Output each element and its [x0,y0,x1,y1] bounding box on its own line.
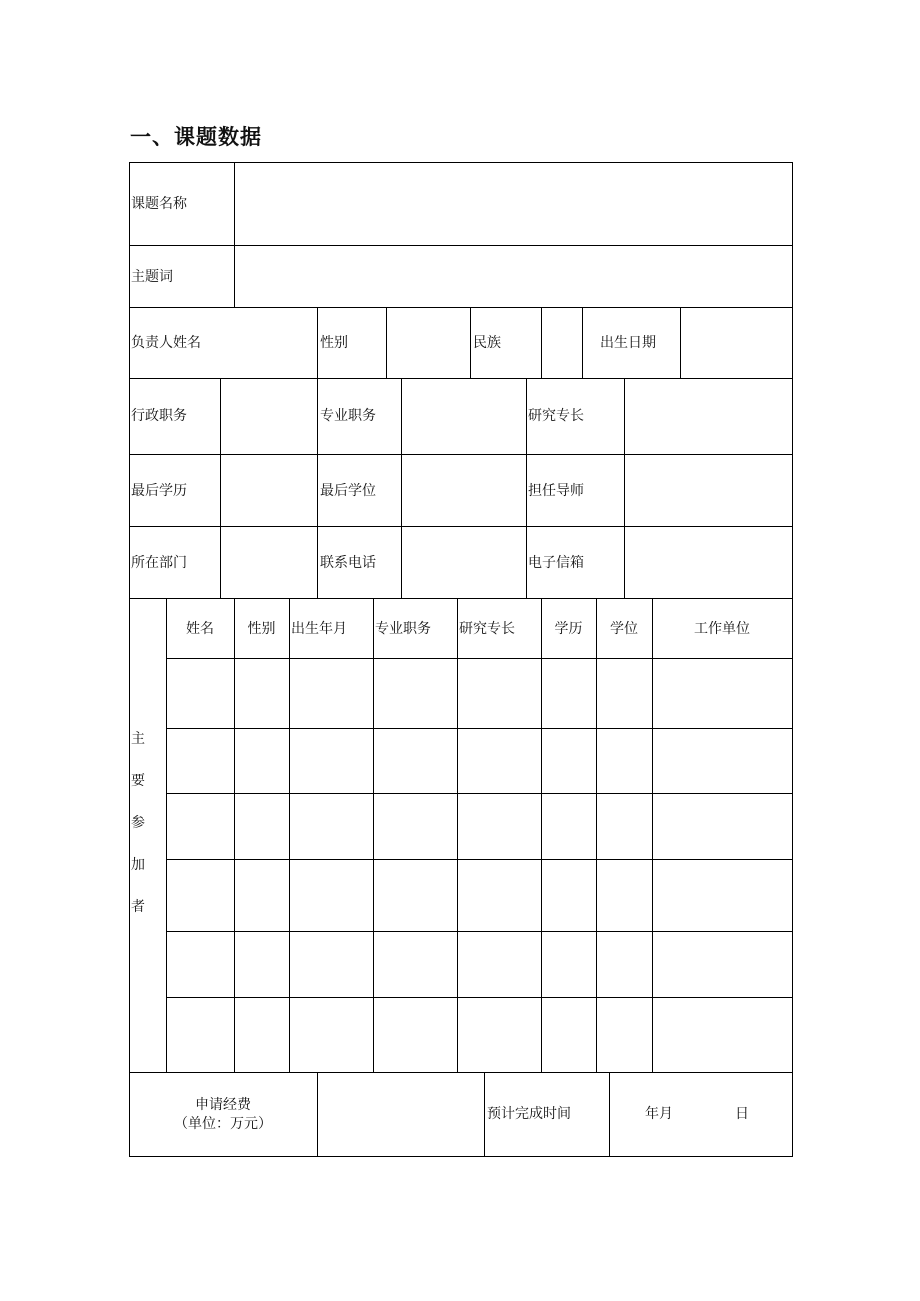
participant-row[interactable] [167,659,792,728]
participant-row[interactable] [167,729,792,793]
label-funding: 申请经费 [195,1097,251,1113]
column-header-professional-title: 专业职务 [375,621,431,637]
professional-title-field[interactable] [402,379,526,454]
gender-field[interactable] [387,308,470,378]
column-header-research-specialty: 研究专长 [459,621,515,637]
label-department: 所在部门 [131,555,187,571]
label-research-specialty: 研究专长 [528,408,584,424]
label-advisor-role: 担任导师 [528,483,584,499]
side-label-char: 加 [131,857,145,873]
col-divider [484,1072,485,1157]
col-divider [470,307,471,379]
label-day: 日 [735,1106,749,1122]
col-divider [609,1072,610,1157]
admin-position-field[interactable] [221,379,317,454]
label-keywords: 主题词 [131,269,173,285]
email-field[interactable] [625,527,792,598]
label-leader-name: 负责人姓名 [131,335,201,351]
label-funding-unit: （单位：万元） [174,1116,272,1132]
label-year-month: 年月 [645,1106,673,1122]
column-header-birth-month: 出生年月 [291,621,347,637]
label-birth-date: 出生日期 [600,335,656,351]
column-header-name: 姓名 [186,621,214,637]
label-completion-time: 预计完成时间 [487,1106,571,1122]
label-project-name: 课题名称 [131,196,187,212]
participant-row[interactable] [167,932,792,997]
label-email: 电子信箱 [528,555,584,571]
funding-field[interactable] [318,1073,484,1156]
table-border-bottom [129,1156,793,1157]
phone-field[interactable] [402,527,526,598]
completion-date-field[interactable] [645,1105,749,1123]
keywords-field[interactable] [235,246,792,307]
col-divider [317,307,318,379]
label-final-education: 最后学历 [131,483,187,499]
participant-row[interactable] [167,794,792,859]
col-divider [582,307,583,379]
label-gender: 性别 [320,335,348,351]
label-ethnicity: 民族 [473,335,501,351]
participants-side-label [131,730,147,940]
advisor-role-field[interactable] [625,455,792,526]
column-header-gender: 性别 [247,621,276,637]
side-label-char: 要 [131,773,145,789]
side-label-char: 者 [131,899,145,915]
final-degree-field[interactable] [402,455,526,526]
label-final-degree: 最后学位 [320,483,376,499]
col-divider [317,378,318,599]
section-title: 一、课题数据 [130,125,262,149]
project-name-field[interactable] [235,163,792,245]
department-field[interactable] [221,527,317,598]
side-label-char: 参 [131,815,145,831]
col-divider [526,378,527,599]
column-header-work-unit: 工作单位 [694,621,750,637]
column-header-degree: 学位 [610,621,638,637]
label-professional-title: 专业职务 [320,408,376,424]
birth-date-field[interactable] [681,308,792,378]
column-header-education: 学历 [554,621,583,637]
ethnicity-field[interactable] [542,308,582,378]
participant-row[interactable] [167,998,792,1072]
leader-name-field[interactable] [235,308,317,378]
row-divider [129,598,793,599]
final-education-field[interactable] [221,455,317,526]
table-border-right [792,162,793,1157]
research-specialty-field[interactable] [625,379,792,454]
label-admin-position: 行政职务 [131,408,187,424]
table-border-left [129,162,130,1157]
participant-row[interactable] [167,860,792,931]
label-phone: 联系电话 [320,555,376,571]
side-label-char: 主 [131,731,145,747]
